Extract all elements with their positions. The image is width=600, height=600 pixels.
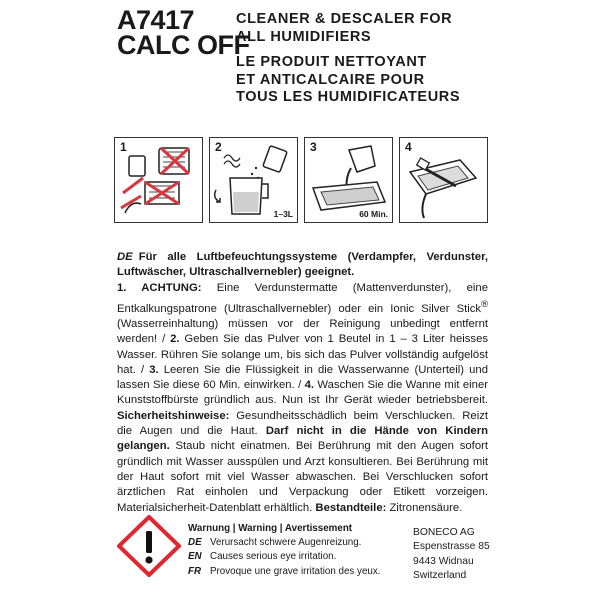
- step1-text-b: (Wasserreinhaltung) müssen vor der Reinigung unbedingt entfernt werden! /: [117, 317, 488, 346]
- step3-text: Leeren Sie die Flüssigkeit in die Wasserwanne (Unterteil) und lassen Sie diese 60 Min. einwirken. /: [117, 363, 488, 392]
- safety-label: Sicherheitshinweise:: [117, 409, 230, 422]
- warning-row: [188, 565, 380, 579]
- address-line: BONECO AG: [413, 527, 475, 538]
- warning-row: [188, 536, 380, 550]
- warning-lang-code: DE: [188, 537, 202, 549]
- step4-label: 4.: [304, 379, 315, 392]
- address-line: 9443 Widnau: [413, 555, 474, 567]
- hazard-warnings: [188, 522, 380, 579]
- product-code: A7417: [117, 5, 195, 35]
- step4-text: Waschen Sie die Wanne mit einer Kunststoffbürste gründlich aus. Nun ist Ihr Gerät wieder betriebsbereit.: [117, 379, 488, 407]
- product-name: CALC OFF: [117, 30, 250, 60]
- instructions-text: [117, 250, 488, 516]
- step-number: 3: [310, 140, 317, 154]
- warning-lang-code: FR: [188, 565, 202, 577]
- registered-mark: ®: [481, 297, 488, 309]
- step-panel-2: [209, 137, 298, 223]
- headline-fr-line: ET ANTICALCAIRE POUR: [236, 71, 425, 88]
- step1-label: 1. ACHTUNG:: [117, 281, 202, 294]
- warning-lang-code: EN: [188, 551, 202, 563]
- headline-fr-line: TOUS LES HUMIDIFICATEURS: [236, 89, 461, 105]
- headline-fr-line: LE PRODUIT NETTOYANT: [236, 54, 427, 70]
- step2-label: 2.: [170, 333, 180, 346]
- step3-label: 3.: [149, 363, 159, 376]
- step-panel-3: [304, 137, 393, 223]
- warning-row: [188, 550, 380, 564]
- warning-text: Causes serious eye irritation.: [210, 551, 337, 563]
- language-code: DE: [117, 251, 133, 263]
- safety-text: Gesundheitsschädlich beim Verschlucken. Reizt die Augen und die Haut.: [117, 409, 488, 438]
- instruction-steps: [114, 137, 488, 223]
- headline-en-line: ALL HUMIDIFIERS: [236, 28, 372, 45]
- headline-en-line: CLEANER & DESCALER FOR: [236, 11, 453, 27]
- address-line: Espenstrasse 85: [413, 541, 490, 553]
- manufacturer-address: [413, 526, 490, 583]
- brush-tank-icon: [400, 138, 487, 222]
- safety-bold: Darf nicht in die Hände von Kindern gelangen.: [117, 425, 488, 453]
- ingredients-text: Zitronensäure.: [386, 501, 463, 514]
- product-headline: [236, 11, 460, 107]
- warning-text: Verursacht schwere Augenreizung.: [210, 537, 362, 549]
- step-number: 4: [405, 140, 412, 154]
- intro-text: Für alle Luftbefeuchtungssysteme (Verdampfer, Verdunster, Luftwäscher, Ultraschallvernebler) geeignet.: [117, 251, 488, 279]
- warning-title: Warnung | Warning | Avertissement: [188, 523, 353, 534]
- step-panel-1: [114, 137, 203, 223]
- ingredients-label: Bestandteile:: [315, 501, 387, 514]
- step-caption: 60 Min.: [359, 209, 388, 219]
- step-number: 1: [120, 140, 127, 154]
- warning-text: Provoque une grave irritation des yeux.: [210, 565, 381, 577]
- step1-text: Eine Verdunstermatte (Mattenverdunster), eine Entkalkungspatrone (Ultraschallvernebler) oder ein Ionic Silver Stick: [117, 281, 488, 315]
- remove-filter-icon: [115, 138, 202, 222]
- step-panel-4: [399, 137, 488, 223]
- safety-text-b: Staub nicht einatmen. Bei Berührung mit den Augen sofort gründlich mit Wasser ausspülen und Arzt konsultieren. Bei Berührung mit der Haut sofort mit viel Wasser abwaschen. Bei Verschlucken sofort ärztlichen Rat einholen und Verpackung oder Etikett vorzeigen. Materialsicherheit-Datenblatt erhältlich.: [117, 440, 488, 514]
- address-line: Switzerland: [413, 569, 467, 581]
- step-caption: 1–3L: [273, 209, 293, 219]
- product-title: [117, 5, 250, 60]
- ghs-exclamation-icon: [117, 515, 181, 577]
- step2-text: Geben Sie das Pulver von 1 Beutel in 1 – 3 Liter heisses Wasser. Rühren Sie solange um, bis sich das Pulver vollständig aufgelöst hat. /: [117, 333, 488, 376]
- step-number: 2: [215, 140, 222, 154]
